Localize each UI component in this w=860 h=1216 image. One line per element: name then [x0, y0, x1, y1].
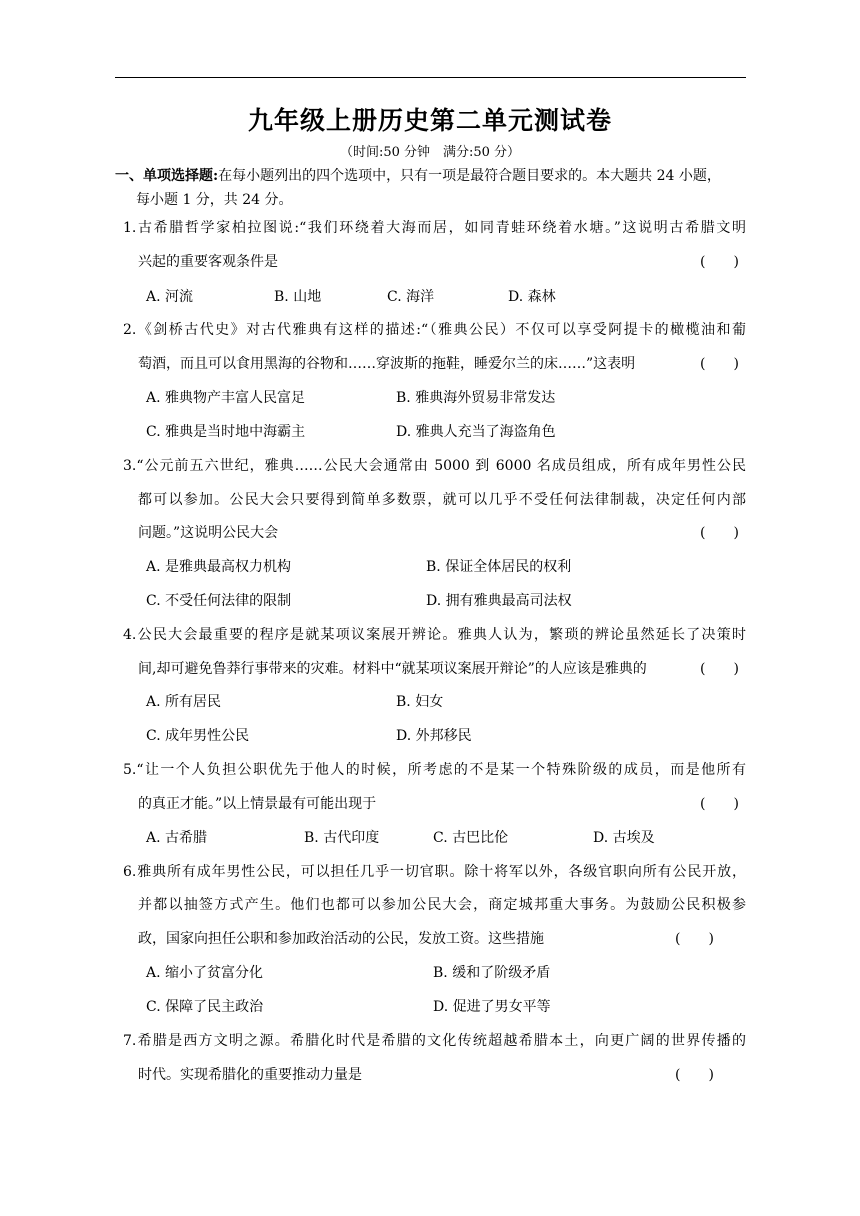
- question-1-line-2: 兴起的重要客观条件是: [138, 254, 278, 270]
- question-1-option-a[interactable]: A. 河流: [146, 289, 194, 305]
- question-6-option-c[interactable]: C. 保障了民主政治: [146, 999, 264, 1015]
- section-instructions-line-1: 一、单项选择题:在每小题列出的四个选项中，只有一项是最符合题目要求的。本大题共 24 小题，: [115, 168, 721, 184]
- question-3-line-2: 都可以参加。公民大会只要得到简单多数票，就可以几乎不受任何法律制裁，决定任何内部: [138, 492, 746, 508]
- top-rule: [115, 77, 746, 78]
- question-2-option-a[interactable]: A. 雅典物产丰富人民富足: [146, 390, 306, 406]
- question-3-option-b[interactable]: B. 保证全体居民的权利: [426, 559, 572, 575]
- page-title: 九年级上册历史第二单元测试卷: [247, 106, 612, 135]
- question-5-option-a[interactable]: A. 古希腊: [146, 830, 208, 846]
- question-5-option-d[interactable]: D. 古埃及: [593, 830, 655, 846]
- question-6-line-3: 政，国家向担任公职和参加政治活动的公民，发放工资。这些措施: [138, 931, 544, 947]
- question-5-line-2: 的真正才能。”以上情景最有可能出现于: [138, 796, 377, 812]
- question-7-answer-blank[interactable]: ( ): [675, 1067, 714, 1083]
- question-6-option-b[interactable]: B. 缓和了阶级矛盾: [433, 965, 551, 981]
- question-6-answer-blank[interactable]: ( ): [675, 931, 714, 947]
- question-5-option-c[interactable]: C. 古巴比伦: [433, 830, 509, 846]
- question-3-line-3: 问题。”这说明公民大会: [138, 525, 279, 541]
- question-3-line-1: 3.“公元前五六世纪，雅典……公民大会通常由 5000 到 6000 名成员组成，所有成年男性公民: [123, 458, 746, 474]
- question-3-option-d[interactable]: D. 拥有雅典最高司法权: [426, 593, 572, 609]
- question-1-line-1: 1.古希腊哲学家柏拉图说:“我们环绕着大海而居，如同青蛙环绕着水塘。”这说明古希腊文明: [123, 220, 746, 236]
- question-2-option-d[interactable]: D. 雅典人充当了海盗角色: [396, 424, 556, 440]
- question-7-line-1: 7.希腊是西方文明之源。希腊化时代是希腊的文化传统超越希腊本土，向更广阔的世界传播的: [123, 1033, 746, 1049]
- question-4-line-1: 4.公民大会最重要的程序是就某项议案展开辨论。雅典人认为，繁琐的辨论虽然延长了决策时: [123, 627, 746, 643]
- question-4-line-2: 间,却可避免鲁莽行事带来的灾难。材料中“就某项议案展开辩论”的人应该是雅典的: [138, 661, 647, 677]
- question-4-option-b[interactable]: B. 妇女: [396, 694, 444, 710]
- question-2-line-1: 2.《剑桥古代史》对古代雅典有这样的描述:“（雅典公民）不仅可以享受阿提卡的橄榄油和葡: [123, 322, 746, 338]
- question-2-option-c[interactable]: C. 雅典是当时地中海霸主: [146, 424, 306, 440]
- section-instructions-line-2: 每小题 1 分，共 24 分。: [136, 192, 293, 208]
- question-4-option-d[interactable]: D. 外邦移民: [396, 728, 472, 744]
- question-4-option-c[interactable]: C. 成年男性公民: [146, 728, 250, 744]
- question-6-option-a[interactable]: A. 缩小了贫富分化: [146, 965, 264, 981]
- question-4-answer-blank[interactable]: ( ): [700, 661, 739, 677]
- question-1-answer-blank[interactable]: ( ): [700, 254, 739, 270]
- question-6-option-d[interactable]: D. 促进了男女平等: [433, 999, 551, 1015]
- question-2-line-2: 萄酒，而且可以食用黑海的谷物和……穿波斯的拖鞋，睡爱尔兰的床……”这表明: [138, 356, 636, 372]
- question-3-option-a[interactable]: A. 是雅典最高权力机构: [146, 559, 292, 575]
- question-1-option-d[interactable]: D. 森林: [508, 289, 556, 305]
- question-3-answer-blank[interactable]: ( ): [700, 525, 739, 541]
- question-1-option-b[interactable]: B. 山地: [274, 289, 322, 305]
- question-1-option-c[interactable]: C. 海洋: [387, 289, 435, 305]
- question-4-option-a[interactable]: A. 所有居民: [146, 694, 222, 710]
- question-3-option-c[interactable]: C. 不受任何法律的限制: [146, 593, 292, 609]
- section-heading: 一、单项选择题:: [115, 168, 219, 184]
- question-7-line-2: 时代。实现希腊化的重要推动力量是: [138, 1067, 362, 1083]
- question-5-answer-blank[interactable]: ( ): [700, 796, 739, 812]
- question-6-line-2: 并都以抽签方式产生。他们也都可以参加公民大会，商定城邦重大事务。为鼓励公民积极参: [138, 897, 746, 913]
- question-5-line-1: 5.“让一个人负担公职优先于他人的时候，所考虑的不是某一个特殊阶级的成员，而是他所有: [123, 762, 746, 778]
- question-6-line-1: 6.雅典所有成年男性公民，可以担任几乎一切官职。除十将军以外，各级官职向所有公民开放，: [123, 864, 746, 880]
- exam-info: （时间:50 分钟 满分:50 分）: [339, 145, 521, 160]
- question-2-option-b[interactable]: B. 雅典海外贸易非常发达: [396, 390, 556, 406]
- question-2-answer-blank[interactable]: ( ): [700, 356, 739, 372]
- question-5-option-b[interactable]: B. 古代印度: [304, 830, 380, 846]
